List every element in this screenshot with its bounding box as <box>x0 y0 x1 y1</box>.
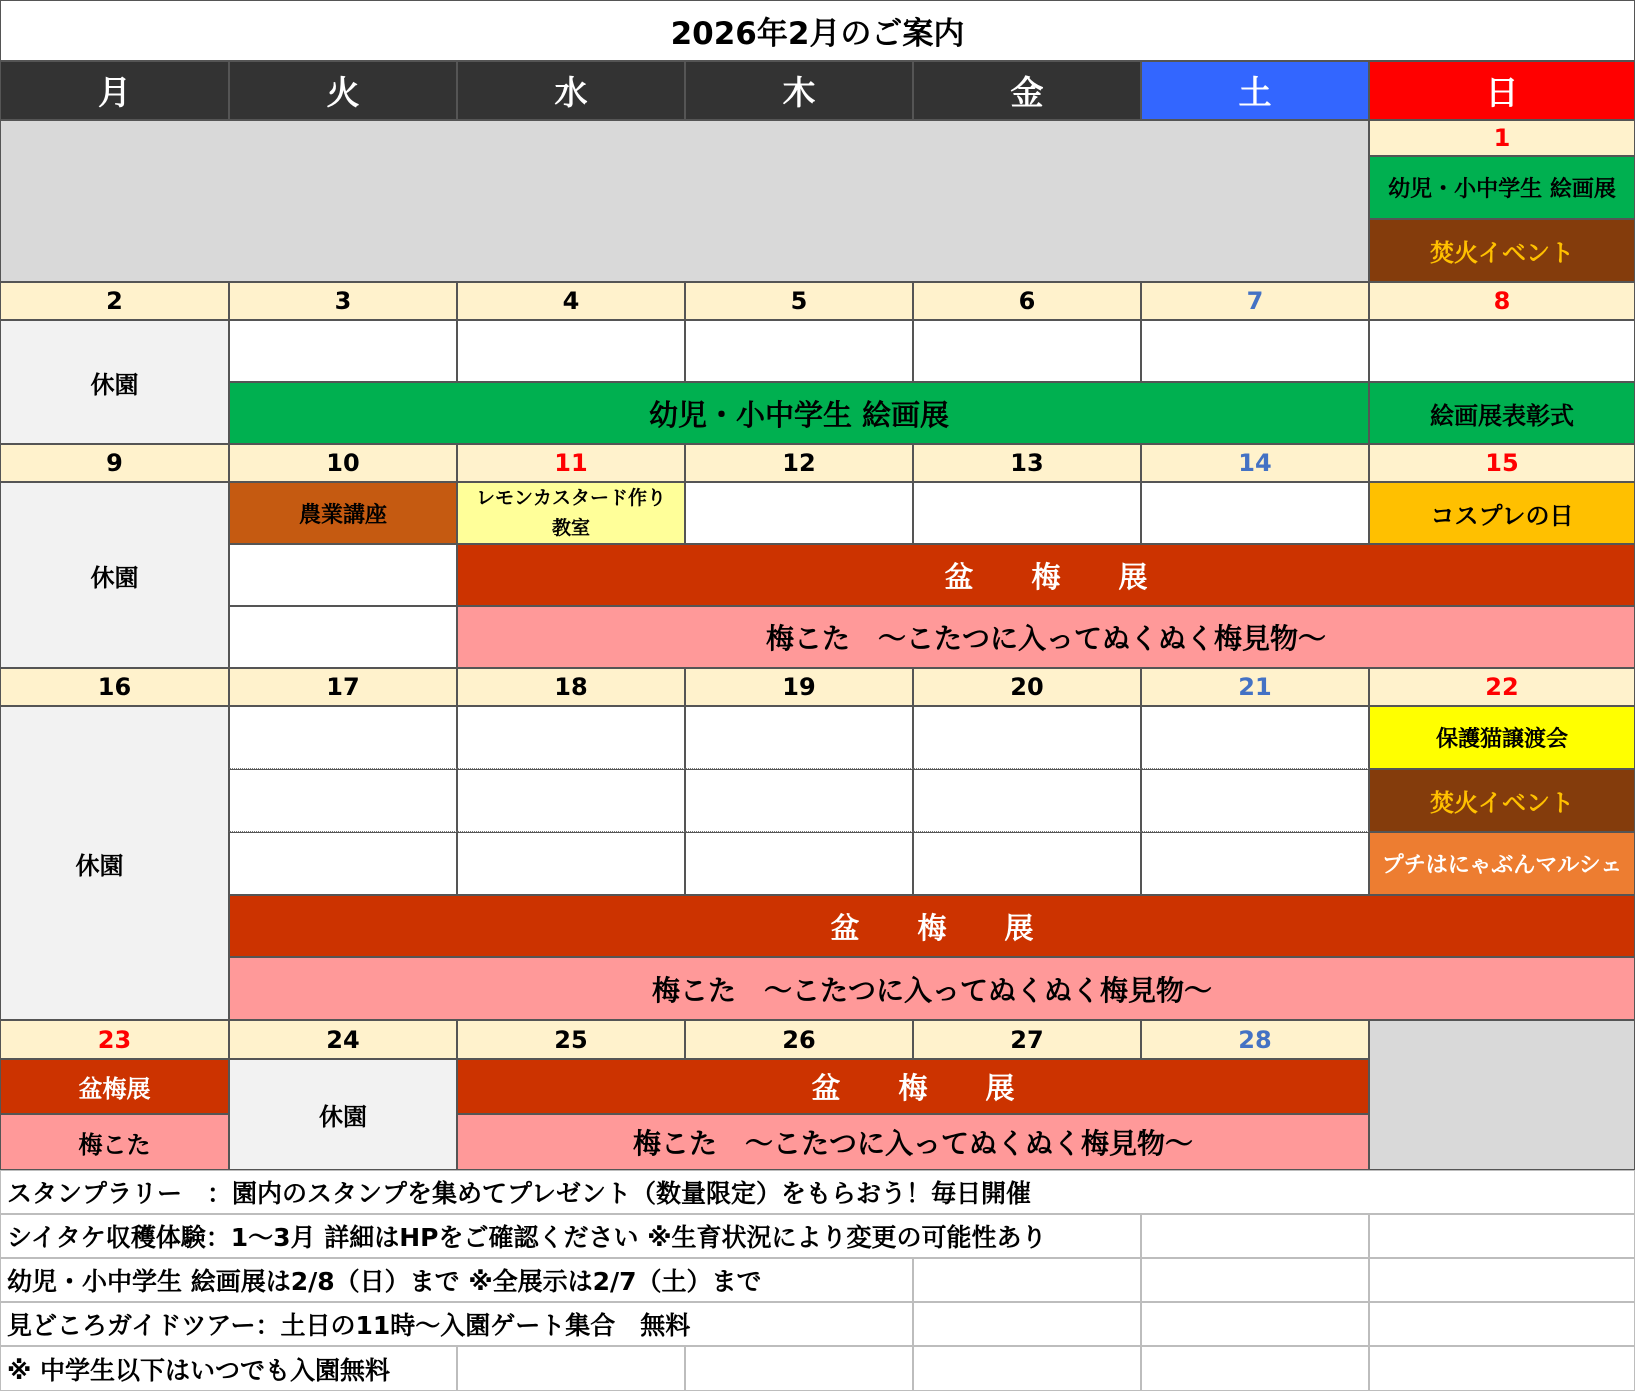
empty-cell <box>1369 320 1635 382</box>
date-number-17: 17 <box>229 668 457 706</box>
date-number-23: 23 <box>0 1020 229 1059</box>
event-cat-adoption: 保護猫譲渡会 <box>1369 706 1635 769</box>
empty-cell <box>1141 706 1369 769</box>
lemon-class-line1: レモンカスタード作り <box>475 487 666 509</box>
weekday-header-mon: 月 <box>0 61 229 120</box>
date-number-28: 28 <box>1141 1020 1369 1059</box>
empty-cell <box>457 320 685 382</box>
page-title: 2026年2月のご案内 <box>0 0 1635 61</box>
empty-cell <box>1141 320 1369 382</box>
event-painting-exhibition: 幼児・小中学生 絵画展 <box>1369 156 1635 219</box>
event-umekota: 梅こた ～こたつに入ってぬくぬく梅見物～ <box>457 1114 1369 1170</box>
note-shiitake-harvest: シイタケ収穫体験：1～3月 詳細はHPをご確認ください ※生育状況により変更の可能性あり <box>0 1214 1141 1258</box>
date-number-6: 6 <box>913 282 1141 320</box>
weekday-header-sun: 日 <box>1369 61 1635 120</box>
date-number-24: 24 <box>229 1020 457 1059</box>
empty-cell <box>229 769 457 832</box>
grid-cell <box>1369 1258 1635 1302</box>
empty-cell <box>685 832 913 895</box>
weekday-header-fri: 金 <box>913 61 1141 120</box>
closed-day-cell: 休園 <box>0 706 229 1020</box>
note-stamp-rally: スタンプラリー ：園内のスタンプを集めてプレゼント（数量限定）をもらおう！毎日開催 <box>0 1170 1635 1214</box>
event-cosplay-day: コスプレの日 <box>1369 482 1635 544</box>
date-number-14: 14 <box>1141 444 1369 482</box>
date-number-7: 7 <box>1141 282 1369 320</box>
empty-days-block <box>1369 1020 1635 1170</box>
lemon-class-line2: 教室 <box>551 517 590 539</box>
event-bonsai-ume-exhibition: 盆 梅 展 <box>457 1059 1369 1114</box>
date-number-25: 25 <box>457 1020 685 1059</box>
date-number-16: 16 <box>0 668 229 706</box>
note-guide-tour: 見どころガイドツアー：土日の11時～入園ゲート集合 無料 <box>0 1302 913 1346</box>
date-number-22: 22 <box>1369 668 1635 706</box>
closed-day-cell: 休園 <box>229 1059 457 1170</box>
date-number-21: 21 <box>1141 668 1369 706</box>
grid-cell <box>1369 1214 1635 1258</box>
event-umekota-short: 梅こた <box>0 1114 229 1170</box>
empty-days-block <box>0 120 1369 282</box>
grid-cell <box>913 1258 1141 1302</box>
date-number-18: 18 <box>457 668 685 706</box>
empty-cell <box>913 320 1141 382</box>
event-lemon-custard-class <box>457 482 685 544</box>
weekday-header-sat: 土 <box>1141 61 1369 120</box>
date-number-2: 2 <box>0 282 229 320</box>
date-number-19: 19 <box>685 668 913 706</box>
event-bonsai-ume-exhibition-short: 盆梅展 <box>0 1059 229 1114</box>
note-free-admission: ※ 中学生以下はいつでも入園無料 <box>0 1346 457 1391</box>
empty-cell <box>913 482 1141 544</box>
empty-cell <box>913 706 1141 769</box>
grid-cell <box>913 1302 1141 1346</box>
empty-cell <box>913 769 1141 832</box>
date-number-26: 26 <box>685 1020 913 1059</box>
grid-cell <box>1141 1302 1369 1346</box>
empty-cell <box>229 706 457 769</box>
closed-day-cell: 休園 <box>0 482 229 668</box>
date-number-4: 4 <box>457 282 685 320</box>
date-number-1: 1 <box>1369 120 1635 156</box>
weekday-header-thu: 木 <box>685 61 913 120</box>
note-painting-exhibition: 幼児・小中学生 絵画展は2/8（日）まで ※全展示は2/7（土）まで <box>0 1258 913 1302</box>
date-number-12: 12 <box>685 444 913 482</box>
event-bonfire: 焚火イベント <box>1369 219 1635 282</box>
event-umekota: 梅こた ～こたつに入ってぬくぬく梅見物～ <box>229 957 1635 1020</box>
grid-cell <box>1141 1214 1369 1258</box>
empty-cell <box>229 832 457 895</box>
date-number-27: 27 <box>913 1020 1141 1059</box>
event-agriculture-lecture: 農業講座 <box>229 482 457 544</box>
grid-cell <box>913 1346 1141 1391</box>
date-number-15: 15 <box>1369 444 1635 482</box>
grid-cell <box>1369 1302 1635 1346</box>
grid-cell <box>1141 1258 1369 1302</box>
empty-cell <box>457 706 685 769</box>
grid-cell <box>457 1346 685 1391</box>
grid-cell <box>1141 1346 1369 1391</box>
empty-cell <box>1141 482 1369 544</box>
date-number-9: 9 <box>0 444 229 482</box>
empty-cell <box>457 832 685 895</box>
empty-cell <box>913 832 1141 895</box>
date-number-13: 13 <box>913 444 1141 482</box>
date-number-5: 5 <box>685 282 913 320</box>
weekday-header-tue: 火 <box>229 61 457 120</box>
event-painting-exhibition-span: 幼児・小中学生 絵画展 <box>229 382 1369 444</box>
empty-cell <box>1141 769 1369 832</box>
empty-cell <box>685 769 913 832</box>
empty-cell <box>229 544 457 606</box>
date-number-8: 8 <box>1369 282 1635 320</box>
event-petit-marche: プチはにゃぶんマルシェ <box>1369 832 1635 895</box>
empty-cell <box>685 482 913 544</box>
date-number-20: 20 <box>913 668 1141 706</box>
empty-cell <box>685 706 913 769</box>
empty-cell <box>1141 832 1369 895</box>
event-umekota: 梅こた ～こたつに入ってぬくぬく梅見物～ <box>457 606 1635 668</box>
date-number-11: 11 <box>457 444 685 482</box>
event-bonfire: 焚火イベント <box>1369 769 1635 832</box>
grid-cell <box>1369 1346 1635 1391</box>
event-bonsai-ume-exhibition: 盆 梅 展 <box>457 544 1635 606</box>
grid-cell <box>685 1346 913 1391</box>
weekday-header-wed: 水 <box>457 61 685 120</box>
event-bonsai-ume-exhibition: 盆 梅 展 <box>229 895 1635 957</box>
empty-cell <box>229 320 457 382</box>
empty-cell <box>685 320 913 382</box>
date-number-3: 3 <box>229 282 457 320</box>
date-number-10: 10 <box>229 444 457 482</box>
empty-cell <box>229 606 457 668</box>
empty-cell <box>457 769 685 832</box>
event-award-ceremony: 絵画展表彰式 <box>1369 382 1635 444</box>
closed-day-cell: 休園 <box>0 320 229 444</box>
